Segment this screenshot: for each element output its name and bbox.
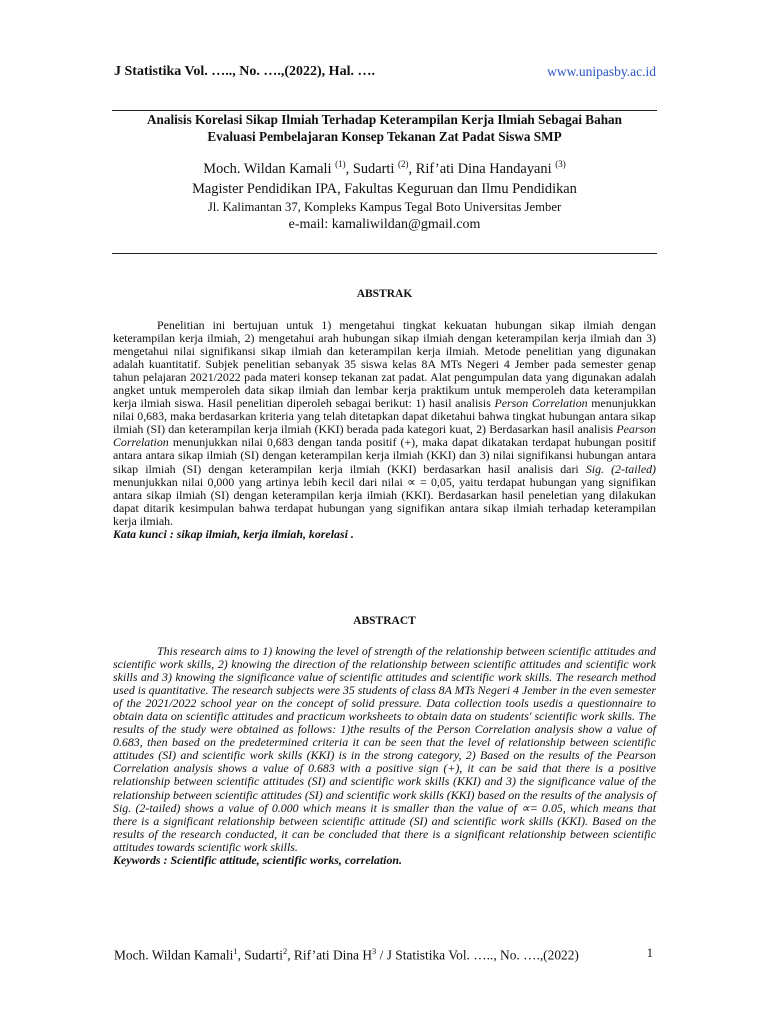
footer-mark: 1 xyxy=(233,946,238,956)
title-line-2: Evaluasi Pembelajaran Konsep Tekanan Zat Padat Siswa SMP xyxy=(207,129,562,144)
footer-mark: 2 xyxy=(282,946,288,956)
author-separator: , xyxy=(408,161,416,177)
title-line-1: Analisis Korelasi Sikap Ilmiah Terhadap Keterampilan Kerja Ilmiah Sebagai Bahan xyxy=(147,112,622,127)
footer-text: / J Statistika Vol. ….., No. ….,(2022) xyxy=(376,947,579,963)
author-list xyxy=(112,159,657,179)
footer-mark: 3 xyxy=(372,946,377,956)
abstrak-term: Person Correlation xyxy=(494,396,588,411)
running-header xyxy=(114,64,656,84)
author-name: Rif’ati Dina Handayani xyxy=(415,161,552,177)
abstrak-text: menunjukkan nilai 0,000 yang artinya lebih kecil dari nilai ∝ = 0,05, yaitu terdapat hubungan yang signifikan antara sikap ilmiah (SI) dengan keterampilan kerja ilmiah (KKI). Berdasarkan hasil peneletian yang dilakukan dapat ditarik kesimpulan bahwa terdapat hubungan yang signifikan antara sikap ilmiah terhadap keterampilan kerja ilmiah. xyxy=(113,474,656,528)
title-bottom-rule xyxy=(112,253,657,254)
footer-text: Moch. Wildan Kamali xyxy=(114,947,234,963)
author-mark: (3) xyxy=(555,159,566,170)
page-number: 1 xyxy=(646,946,653,960)
abstrak-term: Pearson Correlation xyxy=(113,422,656,450)
author-affiliation: Magister Pendidikan IPA, Fakultas Keguruan dan Ilmu Pendidikan xyxy=(192,181,577,197)
abstrak-paragraph xyxy=(113,319,656,528)
author-mark: (2) xyxy=(398,159,409,170)
abstrak-term: Sig. (2-tailed) xyxy=(585,461,656,476)
journal-citation: J Statistika Vol. ….., No. ….,(2022), Hal. …. xyxy=(114,64,375,79)
author-name: Sudarti xyxy=(352,161,395,177)
kata-kunci: Kata kunci : sikap ilmiah, kerja ilmiah, korelasi . xyxy=(113,526,354,541)
abstract-body xyxy=(113,645,656,867)
abstract-paragraph: This research aims to 1) knowing the level of strength of the relationship between scientific attitudes and scientific work skills, 2) knowing the direction of the relationship between scientific attitudes and scientific work skills and 3) knowing the significance value of scientific attitudes and scientific work skills. The research method used is quantitative. The research subjects were 35 students of class 8A MTs Negeri 4 Jember in the even semester of the 2021/2022 school year on the concept of solid pressure. Data collection tools usedis a questionnaire to obtain data on scientific attitudes and practicum worksheets to obtain data on students' scientific work skills. The results of the study were obtained as follows: 1)the results of the Person Correlation analysis show a value of 0.683, then based on the predetermined criteria it can be seen that the level of relationship between scientific attitudes (SI) and scientific work skills (KKI) is in the strong category, 2) Based on the results of the Pearson Correlation analysis shows a value of 0.683 with a positive sign (+), it can be said that there is a positive relationship between scientific attitudes (SI) and scientific work skills (KKI) and 3) the significance value of the relationship between scientific attitudes (SI) and scientific work skills (KKI) based on the results of the analysis of Sig. (2-tailed) shows a value of 0.000 which means it is smaller than the value of ∝= 0.05, which means that there is a significant relationship between scientific attitude (SI) and scientific work skills (KKI). Based on the results of the research conducted, it can be concluded that there is a significant relationship between scientific attitudes towards scientific work skills. xyxy=(113,644,656,854)
footer-text: , Sudarti xyxy=(237,947,283,963)
author-name: Moch. Wildan Kamali xyxy=(203,161,332,177)
abstrak-heading: ABSTRAK xyxy=(356,288,413,300)
abstrak-body xyxy=(113,319,656,541)
abstrak-text: menunjukkan nilai 0,683, maka berdasarkan kriteria yang telah ditetapkan dapat diketahui bahwa tingkat hubungan antara sikap ilmiah (SI) dan keterampilan kerja ilmiah (KKI) berada pada kategori kuat, 2) Berdasarkan hasil analisis xyxy=(113,396,656,437)
abstrak-text: menunjukkan nilai 0,683 dengan tanda positif (+), maka dapat dikatakan terdapat hubungan positif antara antara sikap ilmiah (SI) dengan keterampilan kerja ilmiah (KKI) dan 3) nilai signifikansi hubungan antara sikap ilmiah (SI) dengan keterampilan kerja ilmiah (KKI) berdasarkan hasil analisis dari xyxy=(113,435,656,476)
journal-website-link[interactable]: www.unipasby.ac.id xyxy=(547,64,656,79)
keywords: Keywords : Scientific attitude, scientific works, correlation. xyxy=(113,852,402,867)
abstrak-text: Penelitian ini bertujuan untuk 1) mengetahui tingkat kekuatan hubungan sikap ilmiah dengan keterampilan kerja ilmiah, 2) mengetahui arah hubungan sikap ilmiah dengan keterampilan kerja ilmiah dan 3) mengetahui nilai signifikansi sikap ilmiah dan keterampilan kerja ilmiah. Metode penelitian yang digunakan adalah kuantitatif. Subjek penelitian sebanyak 35 siswa kelas 8A MTs Negeri 4 Jember pada semester genap tahun pelajaran 2021/2022 pada materi konsep tekanan zat padat. Alat pengumpulan data yang digunakan adalah angket untuk memperoleh data sikap ilmiah dan lembar kerja praktikum untuk memperoleh data keterampilan kerja ilmiah siswa. Hasil penelitian diperoleh sebagai berikut: 1) hasil analisis xyxy=(113,318,656,411)
footer-citation xyxy=(114,946,579,963)
footer-text: , Rif’ati Dina H xyxy=(287,947,373,963)
author-email[interactable]: e-mail: kamaliwildan@gmail.com xyxy=(288,217,481,232)
running-footer xyxy=(114,946,659,966)
abstract-heading: ABSTRACT xyxy=(353,615,416,627)
author-mark: (1) xyxy=(335,159,346,170)
author-separator: , xyxy=(345,161,353,177)
paper-title xyxy=(112,111,657,145)
author-address: Jl. Kalimantan 37, Kompleks Kampus Tegal Boto Universitas Jember xyxy=(207,200,562,214)
